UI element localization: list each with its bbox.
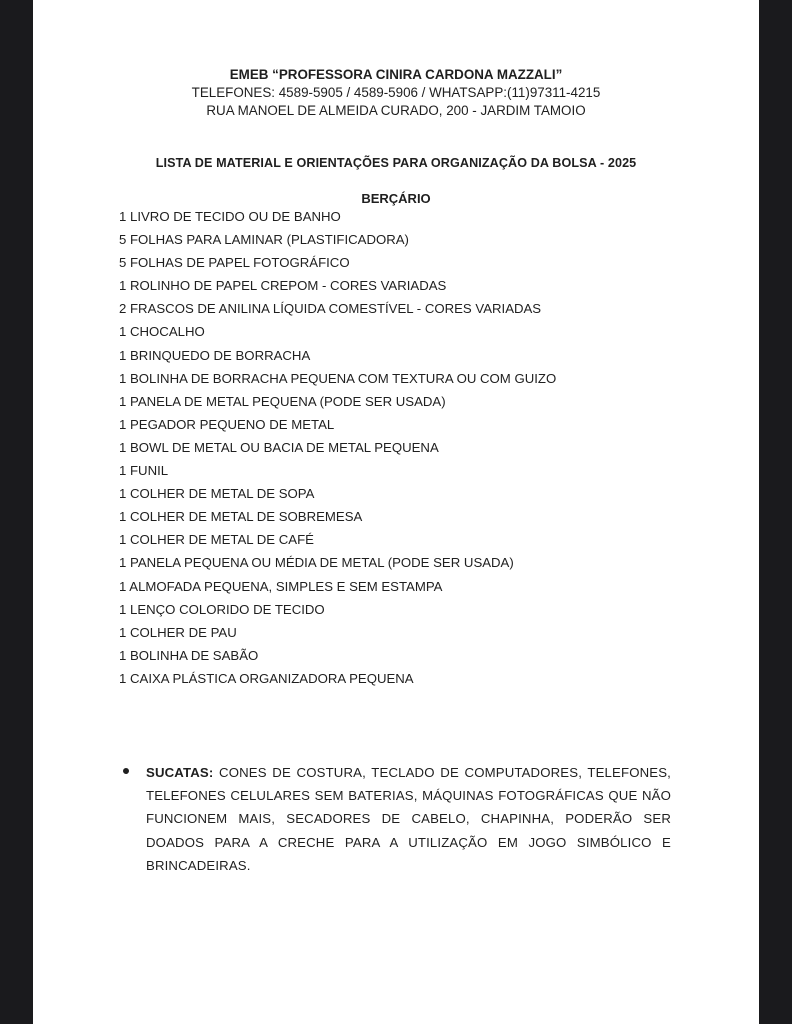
bullet-icon — [123, 768, 129, 774]
sucatas-description: CONES DE COSTURA, TECLADO DE COMPUTADORES, TELEFONES, TELEFONES CELULARES SEM BATERIAS, MÁQUINAS FOTOGRÁFICAS QUE NÃO FUNCIONEM MAIS, SECADORES DE CABELO, CHAPINHA, PODERÃO SER DOADOS PARA A CRECHE PARA A UTILIZAÇÃO EM JOGO SIMBÓLICO E BRINCADEIRAS. — [146, 765, 671, 873]
list-item: 1 LENÇO COLORIDO DE TECIDO — [119, 601, 325, 617]
list-item: 1 PANELA DE METAL PEQUENA (PODE SER USADA) — [119, 393, 446, 409]
list-item: 1 BOLINHA DE BORRACHA PEQUENA COM TEXTURA OU COM GUIZO — [119, 370, 557, 386]
material-list — [119, 208, 556, 693]
list-item: 1 COLHER DE PAU — [119, 624, 237, 640]
school-address: RUA MANOEL DE ALMEIDA CURADO, 200 - JARDIM TAMOIO — [206, 103, 586, 118]
section-title: BERÇÁRIO — [361, 191, 431, 206]
list-item: 5 FOLHAS DE PAPEL FOTOGRÁFICO — [119, 255, 350, 271]
list-item: 1 ALMOFADA PEQUENA, SIMPLES E SEM ESTAMPA — [119, 578, 443, 594]
list-item: 1 FUNIL — [119, 463, 169, 479]
list-item: 1 BOWL DE METAL OU BACIA DE METAL PEQUENA — [119, 439, 439, 455]
school-name: EMEB “PROFESSORA CINIRA CARDONA MAZZALI” — [229, 67, 563, 82]
list-item: 1 BOLINHA DE SABÃO — [119, 647, 259, 663]
list-item: 1 CHOCALHO — [119, 324, 205, 340]
list-item: 1 COLHER DE METAL DE SOPA — [119, 486, 315, 502]
list-title: LISTA DE MATERIAL E ORIENTAÇÕES PARA ORGANIZAÇÃO DA BOLSA - 2025 — [155, 156, 637, 170]
list-item: 1 LIVRO DE TECIDO OU DE BANHO — [119, 209, 341, 224]
school-phones: TELEFONES: 4589-5905 / 4589-5906 / WHATSAPP:(11)97311-4215 — [191, 85, 601, 100]
sucatas-text — [146, 761, 671, 877]
document-page — [33, 0, 759, 1024]
list-item: 1 COLHER DE METAL DE CAFÉ — [119, 532, 314, 548]
list-item: 2 FRASCOS DE ANILINA LÍQUIDA COMESTÍVEL - CORES VARIADAS — [119, 301, 542, 317]
list-item: 1 CAIXA PLÁSTICA ORGANIZADORA PEQUENA — [119, 670, 414, 686]
sucatas-label: SUCATAS: — [146, 765, 214, 780]
list-item: 1 PANELA PEQUENA OU MÉDIA DE METAL (PODE SER USADA) — [119, 555, 514, 571]
list-item: 1 BRINQUEDO DE BORRACHA — [119, 347, 311, 363]
list-item: 1 COLHER DE METAL DE SOBREMESA — [119, 509, 363, 525]
list-item: 1 ROLINHO DE PAPEL CREPOM - CORES VARIADAS — [119, 278, 447, 294]
list-item: 1 PEGADOR PEQUENO DE METAL — [119, 416, 335, 432]
list-item: 5 FOLHAS PARA LAMINAR (PLASTIFICADORA) — [119, 232, 409, 248]
